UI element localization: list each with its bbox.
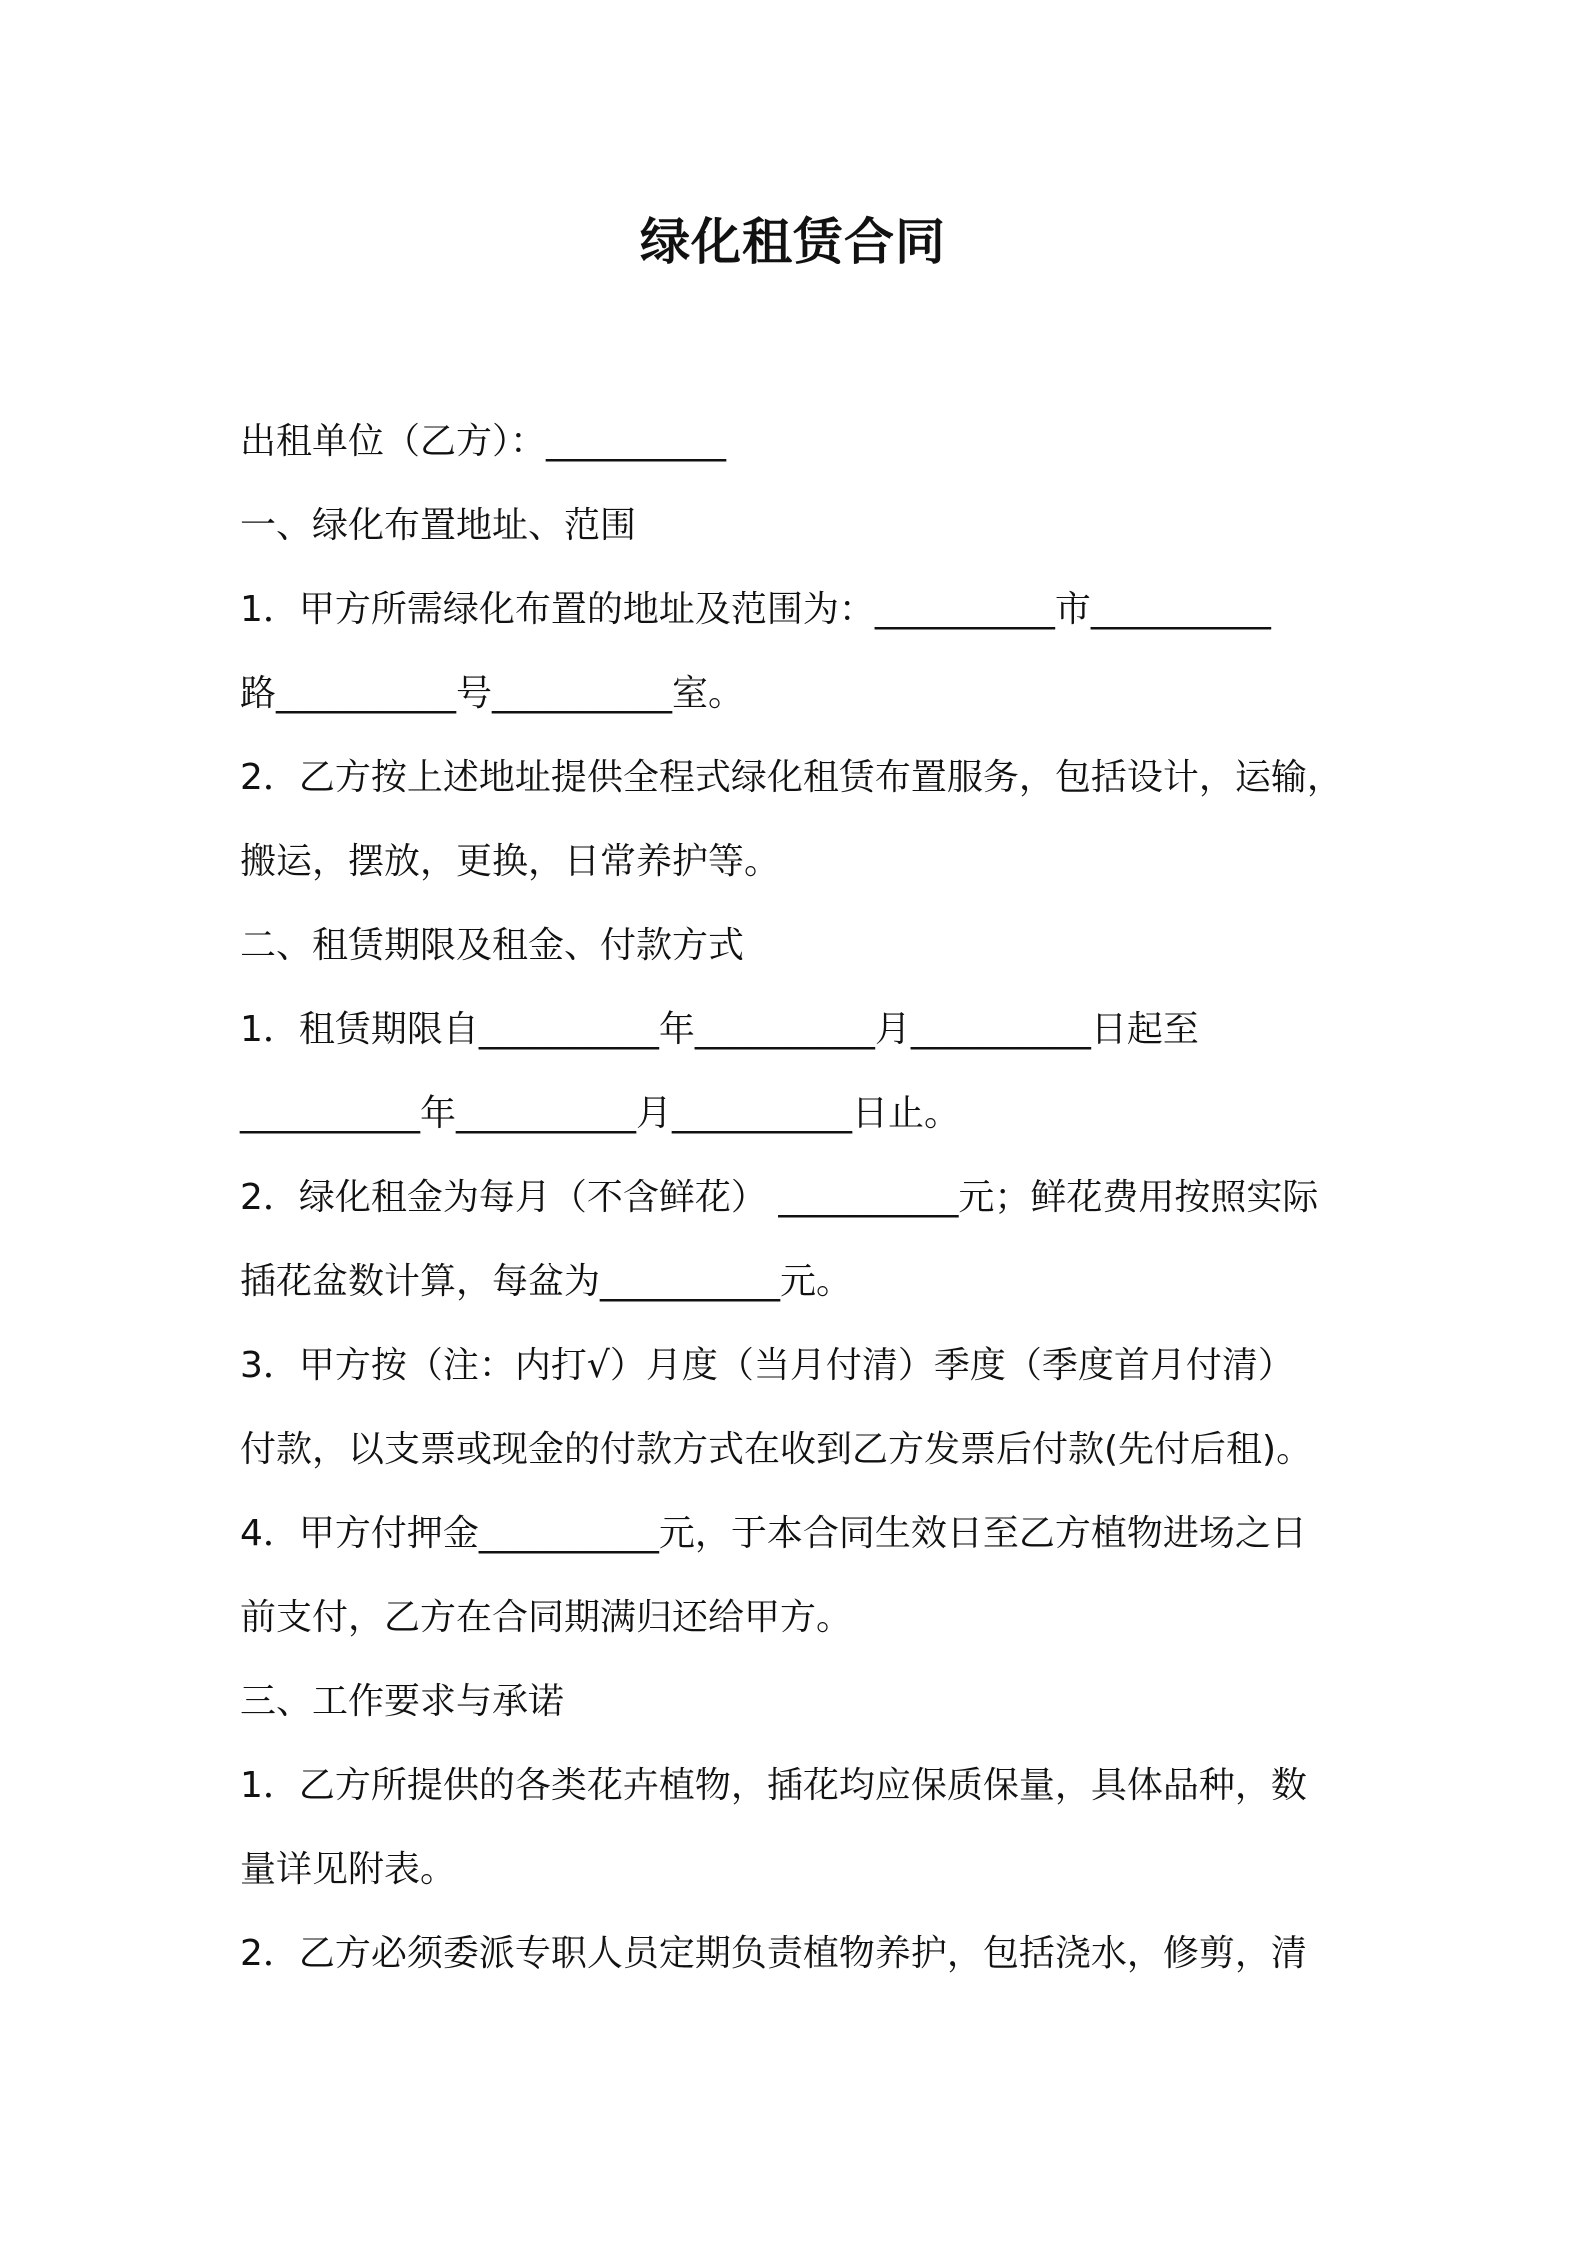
paragraph-line: 2．绿化租金为每月（不含鲜花） __________元；鲜花费用按照实际 [240,1177,1319,1218]
section-heading-1: 一、绿化布置地址、范围 [240,505,637,546]
paragraph-line: 搬运，摆放，更换，日常养护等。 [240,841,781,882]
paragraph-line: 2．乙方必须委派专职人员定期负责植物养护，包括浇水，修剪，清 [240,1933,1307,1974]
paragraph-line: 1．租赁期限自__________年__________月__________日起至 [240,1009,1199,1050]
paragraph-line: 前支付，乙方在合同期满归还给甲方。 [240,1597,853,1638]
paragraph-line: 3．甲方按（注：内打√）月度（当月付清）季度（季度首月付清） [240,1345,1294,1386]
document-body [240,400,1370,1996]
paragraph-line: 量详见附表。 [240,1849,457,1890]
paragraph-line: __________年__________月__________日止。 [240,1093,961,1134]
paragraph-line: 付款，以支票或现金的付款方式在收到乙方发票后付款(先付后租)。 [240,1429,1313,1470]
paragraph-line: 路__________号__________室。 [240,673,745,714]
paragraph-line: 1．乙方所提供的各类花卉植物，插花均应保质保量，具体品种，数 [240,1765,1307,1806]
section-heading-2: 二、租赁期限及租金、付款方式 [240,925,745,966]
paragraph-line: 1．甲方所需绿化布置的地址及范围为：__________市__________ [240,589,1271,630]
paragraph-line: 4．甲方付押金__________元，于本合同生效日至乙方植物进场之日 [240,1513,1307,1554]
section-heading-3: 三、工作要求与承诺 [240,1681,565,1722]
document-title: 绿化租赁合同 [640,213,946,271]
paragraph-line: 2．乙方按上述地址提供全程式绿化租赁布置服务，包括设计，运输， [240,757,1343,798]
paragraph-line: 插花盆数计算，每盆为__________元。 [240,1261,853,1302]
lessor-line: 出租单位（乙方）：__________ [240,421,727,462]
